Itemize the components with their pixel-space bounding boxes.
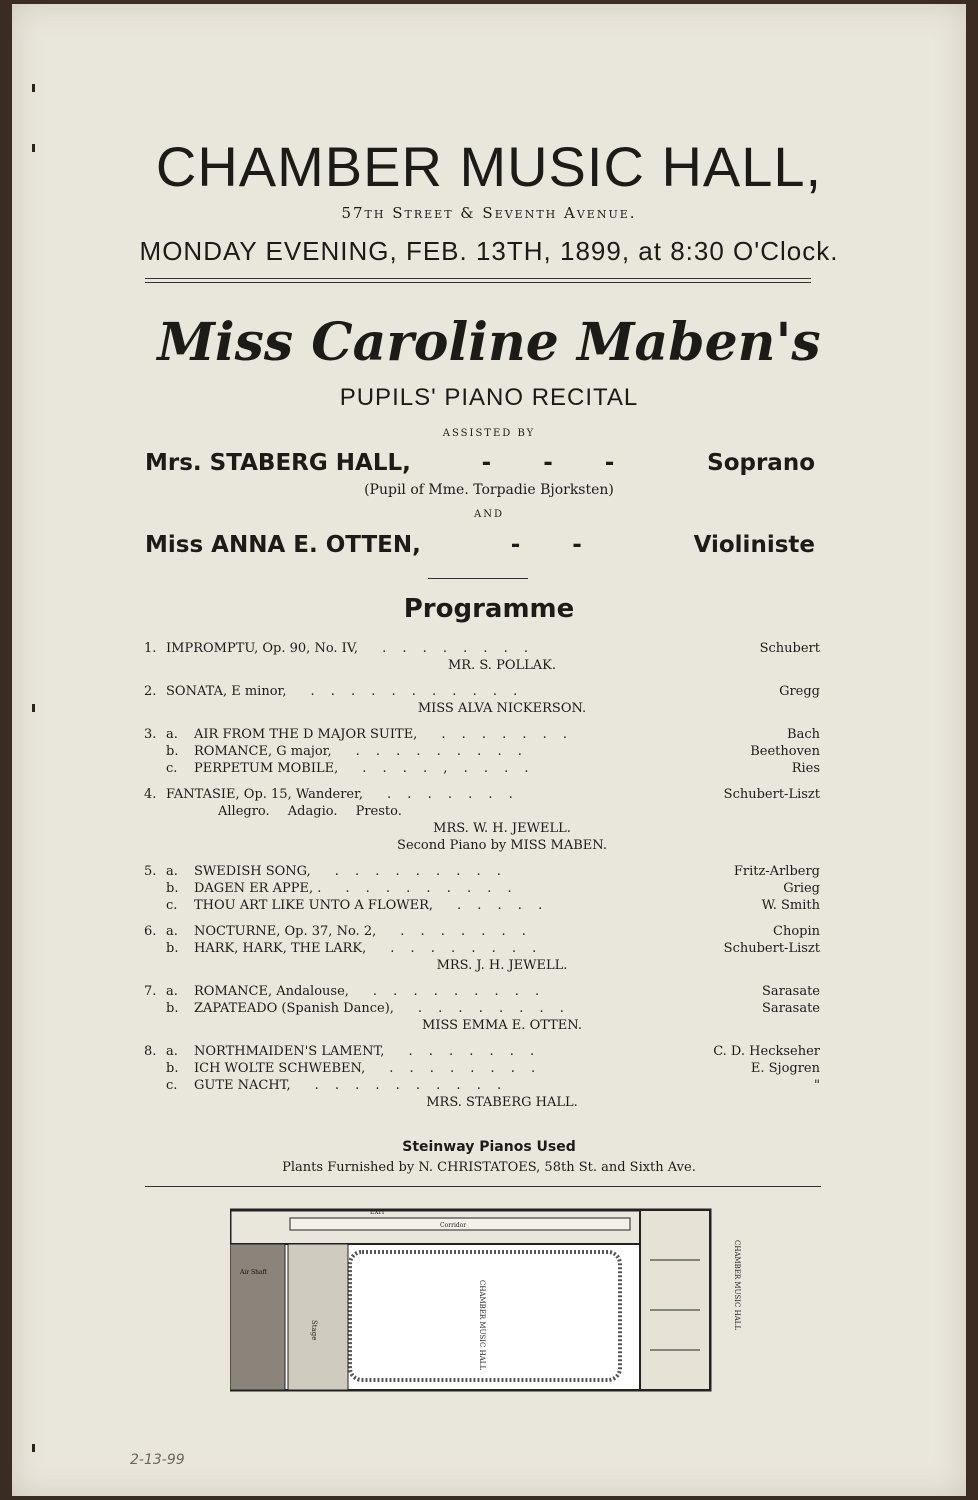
sub-letter: b. [166,744,179,759]
and-label: AND [474,509,504,520]
plan-stage-label: Stage [310,1320,318,1341]
leader-dots: . . . . . . . [400,924,532,939]
pianos-note: Steinway Pianos Used [402,1139,576,1155]
recital-subtitle: PUPILS' PIANO RECITAL [339,384,639,411]
piece-left [144,640,534,657]
movements: Allegro. Adagio. Presto. [218,804,402,819]
programme-line [144,1043,820,1060]
piece-left [144,1077,507,1094]
sub-letter: a. [166,1044,178,1059]
leader-dots: . . . . . . . . . [372,984,546,999]
programme-line [144,1000,820,1017]
performer-name: Miss ANNA E. OTTEN, [145,532,421,558]
piece-title: DAGEN ER APPE, . [194,881,322,896]
programme-line [144,786,820,803]
piece-left [144,1060,541,1077]
leader-dots: . . . . . . . . [382,641,535,656]
item-number: 1. [144,641,157,656]
item-performer: MR. S. POLLAK. [448,658,556,673]
sub-letter: a. [166,924,178,939]
plan-lobby [640,1210,710,1390]
performer-role: Violiniste [693,532,815,558]
composer: Schubert-Liszt [723,941,820,956]
programme-line [144,760,820,777]
item-extra: Second Piano by MISS MABEN. [397,838,607,853]
recital-host: Miss Caroline Maben's [157,312,821,373]
item-performer: MISS ALVA NICKERSON. [417,701,587,716]
composer: Sarasate [762,984,820,999]
divider [145,1186,821,1187]
composer: Chopin [773,924,820,939]
programme-sheet [12,4,966,1496]
leader-dots: . . . . . . . . . . . [310,684,524,699]
piece-left [144,923,532,940]
composer: " [814,1078,820,1093]
piece-title: IMPROMPTU, Op. 90, No. IV, [166,641,359,656]
plan-exit-label: EXIT [370,1209,386,1216]
leader-dots: . . . . . [457,898,549,913]
piece-title: ZAPATEADO (Spanish Dance), [194,1001,394,1016]
programme-item [144,726,820,777]
composer: Schubert [759,641,820,656]
binding-mark [32,1444,35,1452]
piece-title: THOU ART LIKE UNTO A FLOWER, [194,898,434,913]
programme-item [144,1043,820,1111]
composer: Beethoven [750,744,820,759]
piece-left [144,743,528,760]
performer-name: Mrs. STABERG HALL, [145,450,411,476]
piece-title: ICH WOLTE SCHWEBEN, [194,1061,366,1076]
composer: Gregg [779,684,820,699]
performer-soprano [145,450,815,476]
double-rule-bottom [145,282,811,283]
programme-item [144,863,820,914]
leader-dots: . . . . . . . . [417,1001,570,1016]
leader-dots: . . . . . . . . . [334,864,507,879]
leader-dots: . . . . . . . [408,1044,541,1059]
item-number: 8. [144,1044,157,1059]
leader-dots: . . . . . . . . . [345,881,518,896]
programme-item [144,683,820,717]
plan-corridor-label: Corridor [440,1222,467,1229]
piece-left [144,940,542,957]
item-performer: MRS. J. H. JEWELL. [436,958,568,973]
binding-mark [32,704,35,712]
programme-item [144,786,820,854]
programme-line [144,863,820,880]
piece-left [144,786,519,803]
composer: W. Smith [761,898,820,913]
piece-title: NOCTURNE, Op. 37, No. 2, [194,924,377,939]
sub-letter: b. [166,1061,179,1076]
piece-left [144,683,523,700]
plan-stage [288,1244,348,1390]
programme-line [144,726,820,743]
programme-line [144,1077,820,1094]
assisted-by-label: ASSISTED BY [442,428,536,439]
plants-note: Plants Furnished by N. CHRISTATOES, 58th St. and Sixth Ave. [282,1160,696,1175]
sub-letter: c. [166,1078,178,1093]
composer: C. D. Heckseher [713,1044,820,1059]
composer: E. Sjogren [750,1061,820,1076]
piece-left [144,863,507,880]
performer-dashes: - - [510,532,604,558]
piece-title: FANTASIE, Op. 15, Wanderer, [166,787,364,802]
programme-item [144,640,820,674]
programme-item [144,923,820,974]
item-number: 7. [144,984,157,999]
hall-title: CHAMBER MUSIC HALL, [155,135,823,198]
piece-title: SONATA, E minor, [166,684,287,699]
piece-left [144,1000,570,1017]
piece-title: GUTE NACHT, [194,1078,291,1093]
piece-left [144,760,535,777]
piece-title: ROMANCE, Andalouse, [194,984,349,999]
plan-side-label: CHAMBER MUSIC HALL [733,1240,741,1331]
performer-role: Soprano [707,450,815,476]
sub-letter: a. [166,864,178,879]
piece-left [144,897,548,914]
programme-line [144,940,820,957]
sub-letter: a. [166,984,178,999]
leader-dots: . . . . . . . . [390,941,543,956]
floor-plan-illustration [230,1200,760,1400]
programme-heading: Programme [403,594,575,624]
leader-dots: . . . . . . . [441,727,574,742]
sub-letter: b. [166,1001,179,1016]
item-number: 5. [144,864,157,879]
programme-line [144,923,820,940]
sub-letter: a. [166,727,178,742]
composer: Fritz-Arlberg [733,864,820,879]
piece-title: HARK, HARK, THE LARK, [194,941,367,956]
item-performer: MISS EMMA E. OTTEN. [422,1018,582,1033]
hall-address: 57th Street & Seventh Avenue. [341,204,637,222]
leader-dots: . . . . . . . . . [355,744,528,759]
programme-item [144,983,820,1034]
item-number: 2. [144,684,157,699]
sub-letter: b. [166,881,179,896]
double-rule-top [145,278,811,279]
piece-left [144,726,573,743]
event-datetime: MONDAY EVENING, FEB. 13TH, 1899, at 8:30 O'Clock. [139,236,839,266]
composer: Ries [791,761,820,776]
leader-dots: . . . . , . . . . [362,761,535,776]
binding-mark [32,84,35,92]
sub-letter: c. [166,761,178,776]
piece-left [144,880,518,897]
piece-title: AIR FROM THE D MAJOR SUITE, [194,727,418,742]
item-number: 3. [144,727,157,742]
programme-line [144,743,820,760]
programme-line [144,897,820,914]
piece-left [144,1043,540,1060]
programme-line [144,983,820,1000]
composer: Schubert-Liszt [723,787,820,802]
item-number: 6. [144,924,157,939]
piece-title: NORTHMAIDEN'S LAMENT, [194,1044,385,1059]
plan-air-label: Air Shaft [240,1269,268,1276]
performer-violiniste [145,532,815,558]
composer: Bach [787,727,820,742]
leader-dots: . . . . . . . [387,787,519,802]
divider [428,578,528,579]
performer-note: (Pupil of Mme. Torpadie Bjorksten) [364,482,614,498]
composer: Grieg [783,881,820,896]
plan-hall-label: CHAMBER MUSIC HALL [478,1280,486,1371]
programme-line [144,640,820,657]
piece-left [144,983,545,1000]
plan-air-shaft [230,1244,285,1390]
programme-line [144,683,820,700]
sub-letter: b. [166,941,179,956]
item-performer: MRS. STABERG HALL. [426,1095,578,1110]
programme-line [144,1060,820,1077]
piece-title: PERPETUM MOBILE, [194,761,339,776]
composer: Sarasate [762,1001,820,1016]
performer-dashes: - - - [481,450,637,476]
programme-line [144,880,820,897]
handwritten-date: 2-13-99 [130,1452,185,1468]
leader-dots: . . . . . . . . . . [314,1078,508,1093]
piece-title: ROMANCE, G major, [194,744,332,759]
sub-letter: c. [166,898,178,913]
item-number: 4. [144,787,157,802]
piece-title: SWEDISH SONG, [194,864,311,879]
item-performer: MRS. W. H. JEWELL. [433,821,571,836]
leader-dots: . . . . . . . . [389,1061,542,1076]
programme-list [144,640,820,1120]
